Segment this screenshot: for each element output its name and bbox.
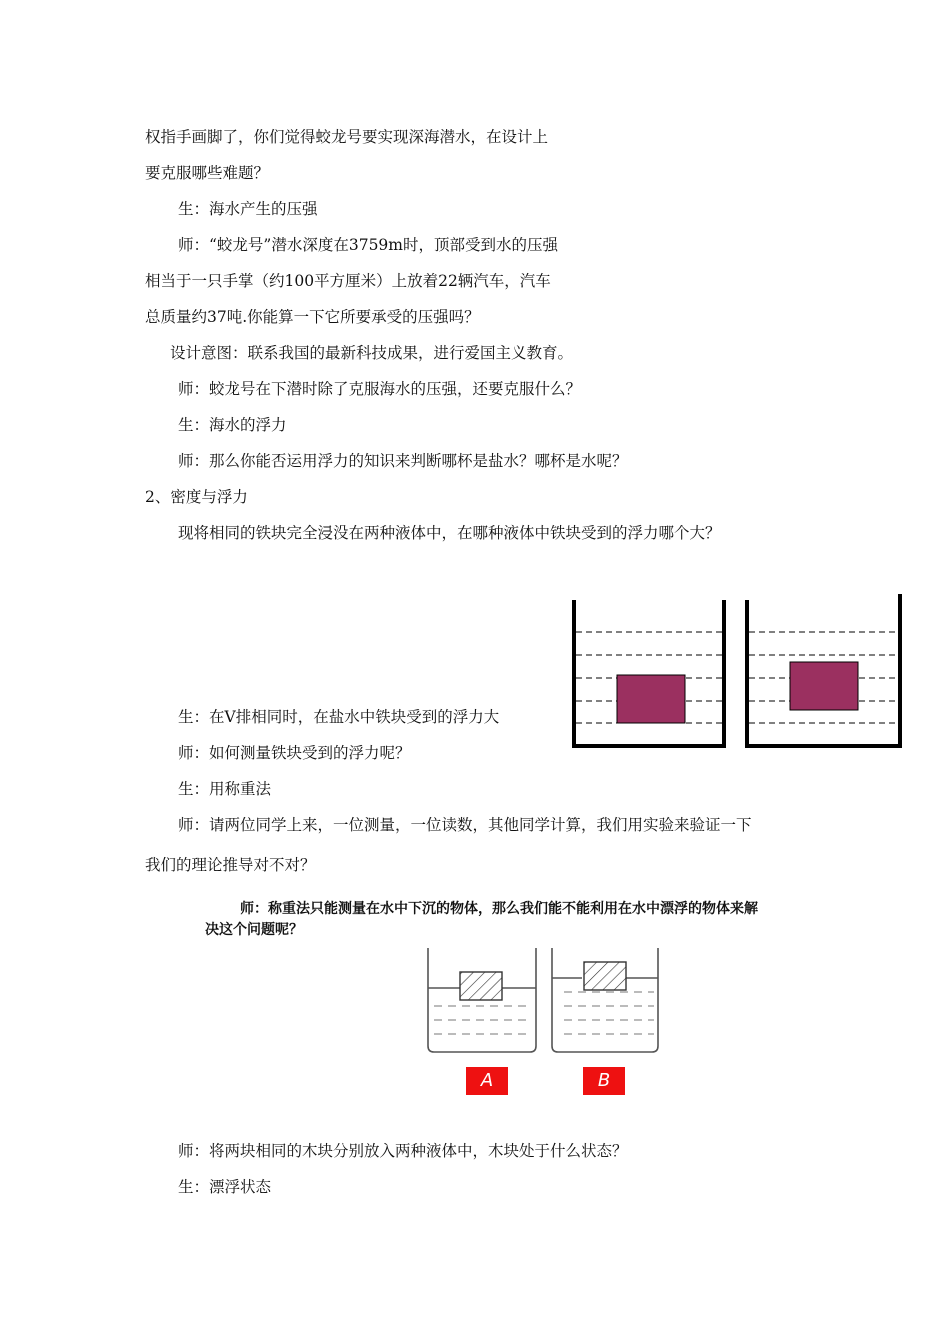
text-line-6: 总质量约37吨.你能算一下它所要承受的压强吗？: [145, 308, 480, 326]
floating-blocks-figure: [424, 942, 664, 1062]
text-line-10: 师：那么你能否运用浮力的知识来判断哪杯是盐水？哪杯是水呢？: [178, 452, 628, 470]
beaker-right: [747, 594, 900, 746]
text-line-3: 生：海水产生的压强: [178, 200, 318, 218]
text-line-14: 师：如何测量铁块受到的浮力呢？: [178, 744, 411, 762]
figure2-caption-line2: 决这个问题呢？: [205, 922, 303, 938]
text-line-18: 师：将两块相同的木块分别放入两种液体中，木块处于什么状态？: [178, 1142, 628, 1160]
text-line-16: 师：请两位同学上来，一位测量，一位读数，其他同学计算，我们用实验来验证一下: [178, 816, 752, 834]
iron-block-left: [617, 675, 685, 723]
text-line-1: 权指手画脚了，你们觉得蛟龙号要实现深海潜水，在设计上: [145, 128, 549, 146]
text-line-2: 要克服哪些难题？: [145, 164, 270, 182]
container-a: [428, 948, 536, 1052]
wood-block-a: [460, 972, 502, 1000]
text-line-13: 生：在V排相同时，在盐水中铁块受到的浮力大: [178, 708, 500, 726]
label-a: A: [466, 1067, 508, 1095]
iron-block-right: [790, 662, 858, 710]
text-line-7: 设计意图：联系我国的最新科技成果，进行爱国主义教育。: [170, 344, 574, 362]
beaker-left: [574, 600, 724, 746]
text-line-8: 师：蛟龙号在下潜时除了克服海水的压强，还要克服什么？: [178, 380, 582, 398]
text-line-12: 现将相同的铁块完全浸没在两种液体中，在哪种液体中铁块受到的浮力哪个大？: [178, 524, 721, 542]
text-line-17: 我们的理论推导对不对？: [145, 856, 316, 874]
label-b: B: [583, 1067, 625, 1095]
figure2-caption-line1: 师：称重法只能测量在水中下沉的物体，那么我们能不能利用在水中漂浮的物体来解: [240, 901, 758, 917]
wood-block-b: [584, 962, 626, 990]
text-line-15: 生：用称重法: [178, 780, 272, 798]
section-heading: 2、密度与浮力: [145, 488, 248, 506]
text-line-5: 相当于一只手掌（约100平方厘米）上放着22辆汽车，汽车: [145, 272, 551, 290]
text-line-4: 师：“蛟龙号”潜水深度在3759m时，顶部受到水的压强: [178, 236, 558, 254]
text-line-9: 生：海水的浮力: [178, 416, 287, 434]
container-b: [552, 948, 658, 1052]
text-line-19: 生：漂浮状态: [178, 1178, 272, 1196]
beakers-iron-figure: [566, 592, 906, 752]
